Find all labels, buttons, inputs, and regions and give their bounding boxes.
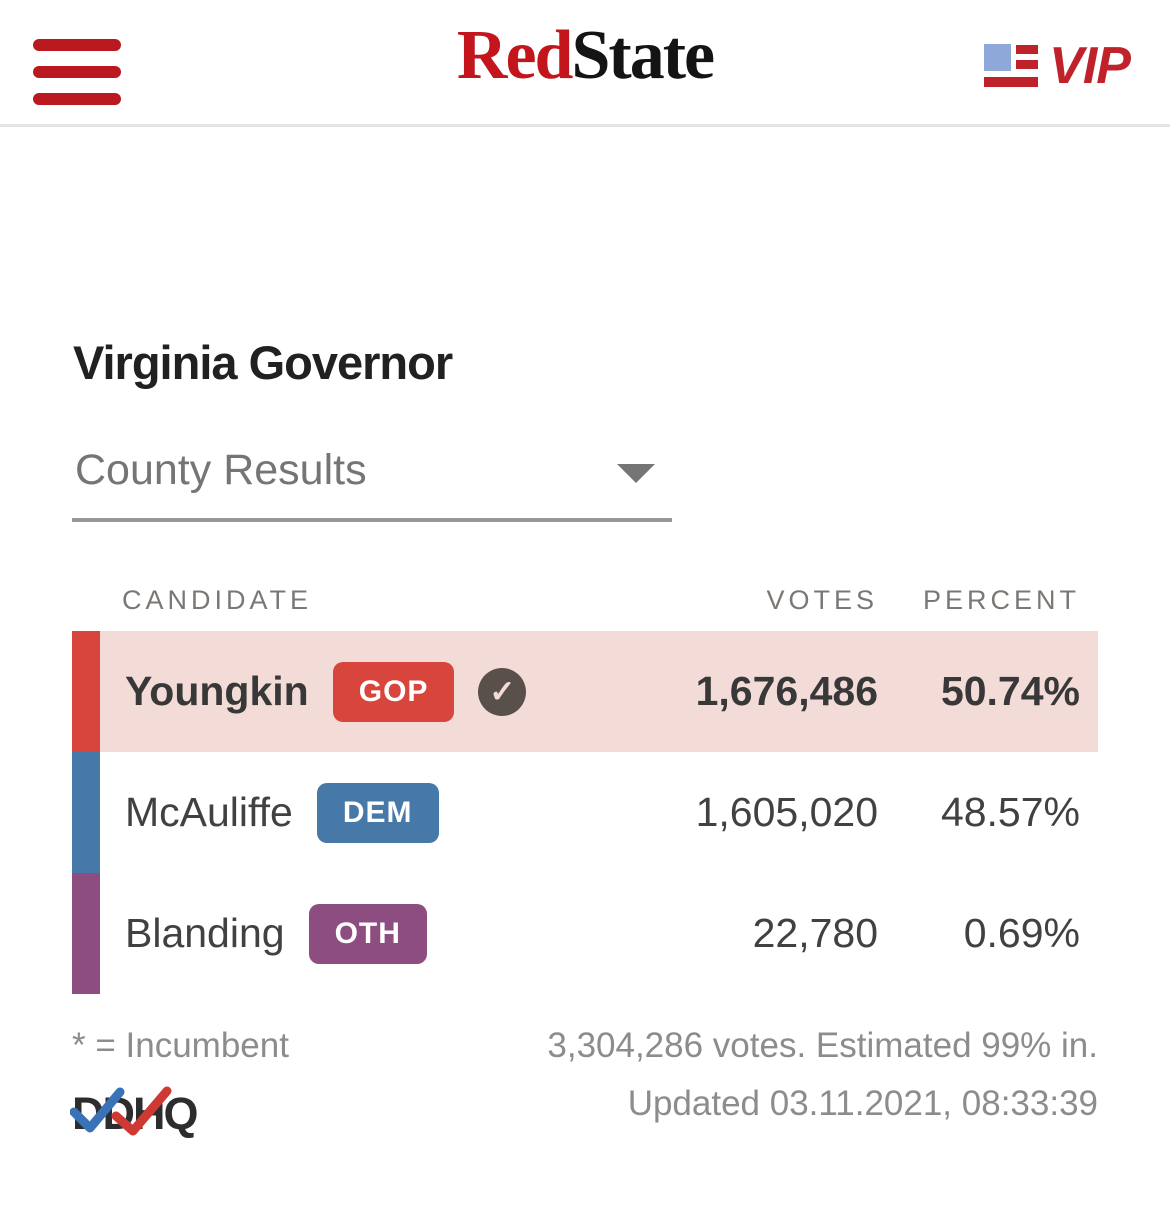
percent-value: 48.57% (940, 789, 1080, 835)
ddhq-logo-text: DDHQ (72, 1088, 197, 1139)
page-title: Virginia Governor (73, 336, 453, 389)
votes-value: 22,780 (752, 910, 878, 956)
column-header-percent: PERCENT (922, 585, 1080, 615)
candidate-name: Youngkin (125, 668, 309, 714)
dropdown-selected-value: County Results (75, 446, 367, 494)
results-table-body (72, 631, 1098, 994)
incumbent-note: * = Incumbent (72, 1026, 289, 1065)
column-header-votes: VOTES (766, 585, 878, 615)
site-header (0, 0, 1170, 127)
results-table-header (72, 585, 1098, 617)
vip-label: VIP (1049, 37, 1130, 95)
chevron-down-icon (617, 464, 655, 483)
party-color-bar (72, 752, 100, 873)
logo-text-state: State (571, 17, 714, 94)
candidate-name: Blanding (125, 910, 285, 956)
percent-value: 50.74% (940, 668, 1080, 714)
party-badge-oth: OTH (309, 904, 427, 964)
logo-text-red: Red (456, 17, 572, 94)
table-row-youngkin (72, 631, 1098, 752)
table-row-blanding (72, 873, 1098, 994)
county-results-dropdown[interactable] (72, 438, 672, 522)
votes-value: 1,676,486 (695, 668, 878, 714)
votes-value: 1,605,020 (695, 789, 878, 835)
party-color-bar (72, 631, 100, 752)
party-color-bar (72, 873, 100, 994)
party-badge-gop: GOP (333, 662, 455, 722)
vip-badge[interactable] (984, 37, 1130, 95)
total-votes-summary: 3,304,286 votes. Estimated 99% in. (547, 1026, 1098, 1065)
updated-timestamp: Updated 03.11.2021, 08:33:39 (627, 1084, 1098, 1123)
ddhq-checkmarks-icon (70, 1084, 220, 1142)
ddhq-logo[interactable] (70, 1084, 220, 1142)
party-badge-dem: DEM (317, 783, 439, 843)
candidate-name: McAuliffe (125, 789, 293, 835)
percent-value: 0.69% (963, 910, 1080, 956)
table-row-mcauliffe (72, 752, 1098, 873)
flag-icon (984, 44, 1040, 92)
column-header-candidate: CANDIDATE (122, 585, 313, 615)
winner-check-icon: ✓ (478, 668, 526, 716)
